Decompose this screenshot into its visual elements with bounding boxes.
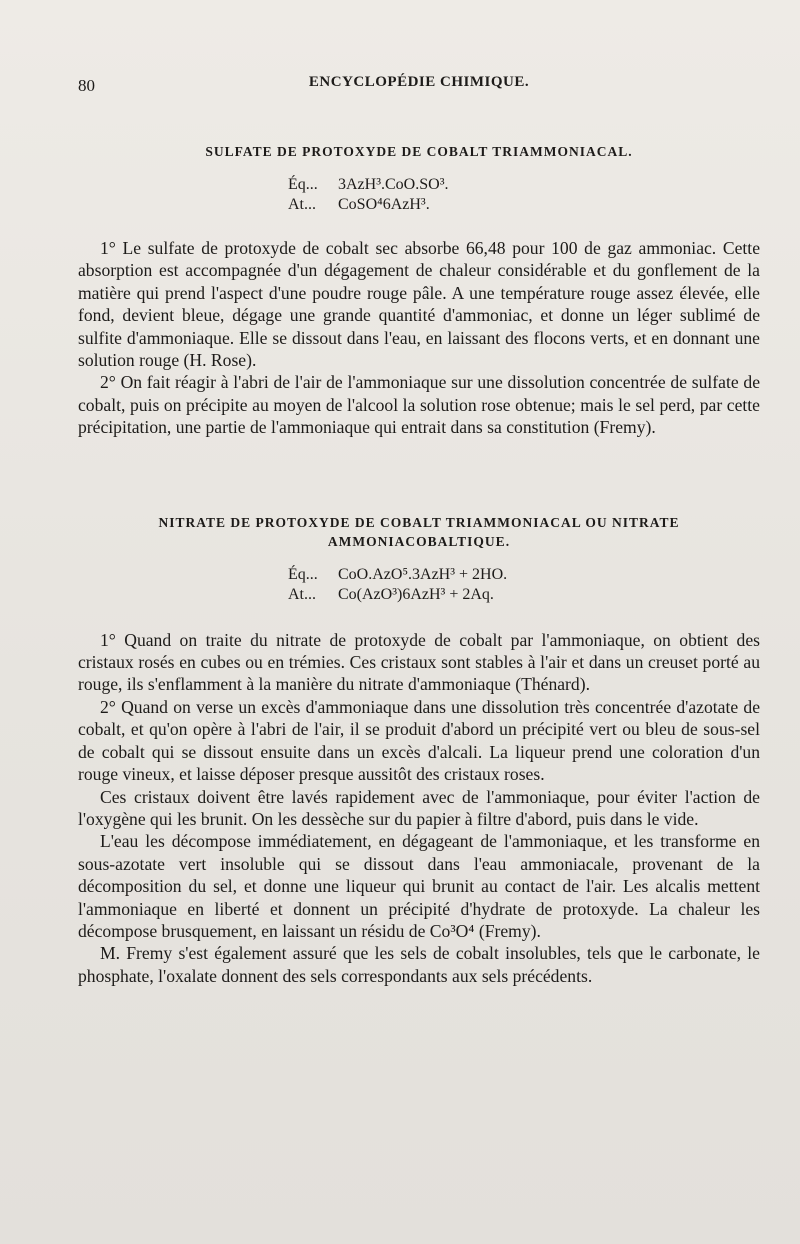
paragraph: 2° On fait réagir à l'abri de l'air de l'ammoniaque sur une dissolution concentrée de sulfate de cobalt, puis on précipite au moyen de l'alcool la solution rose obtenue; mais le sel perd, par cette précipitation, une partie de l'ammoniaque qui entrait dans sa constitution (Fremy). [78,372,760,438]
paragraph: 1° Le sulfate de protoxyde de cobalt sec absorbe 66,48 pour 100 de gaz ammoniac. Cette absorption est accompagnée d'un dégagement de chaleur considérable et du gonflement de la matière qui prend l'aspect d'une poudre rouge pâle. A une température rouge assez élevée, elle fond, devient bleue, dégage une grande quantité d'ammoniac, et donne un léger sublimé de sulfite d'ammoniaque. Elle se dissout dans l'eau, en laissant des flocons verts, et en donnant une solution rouge (H. Rose). [78,238,760,371]
formula-block [78,565,760,605]
page-number: 80 [78,76,95,95]
section-body [78,237,760,439]
section-body [78,629,760,988]
formula-value: Co(AzO³)6AzH³ + 2Aq. [338,585,494,603]
formula-line [288,585,760,605]
section-nitrate [78,513,760,988]
section-sulfate [78,142,760,439]
paragraph: L'eau les décompose immédiatement, en dégageant de l'ammoniaque, et les transforme en sous-azotate vert insoluble qui se dissout dans l'eau ammoniacale, provenant de la décomposition du sel, et donne une liqueur qui brunit au contact de l'air. Les alcalis mettent l'ammoniaque en liberté et donnent un précipité d'hydrate de protoxyde. La chaleur les décompose brusquement, en laissant un résidu de Co³O⁴ (Fremy). [78,831,760,941]
section-title: SULFATE DE PROTOXYDE DE COBALT TRIAMMONIACAL. [205,144,633,159]
paragraph: M. Fremy s'est également assuré que les sels de cobalt insolubles, tels que le carbonate, le phosphate, l'oxalate donnent des sels correspondants aux sels précédents. [78,943,760,986]
formula-value: 3AzH³.CoO.SO³. [338,176,449,193]
formula-label: Éq... [288,565,318,583]
paragraph: Ces cristaux doivent être lavés rapidement avec de l'ammoniaque, pour éviter l'action de l'oxygène qui les brunit. On les dessèche sur du papier à filtre d'abord, puis dans le vide. [78,786,760,829]
section-title-line: NITRATE DE PROTOXYDE DE COBALT TRIAMMONIACAL OU NITRATE [158,514,680,530]
running-head [78,72,760,98]
formula-value: CoSO⁴6AzH³. [338,196,430,213]
formula-line [288,175,760,195]
formula-block [78,175,760,215]
section-title [78,513,760,551]
paragraph: 2° Quand on verse un excès d'ammoniaque dans une dissolution très concentrée d'azotate de cobalt, et qu'on opère à l'abri de l'air, il se produit d'abord un précipité vert ou bleu de sous-sel de cobalt qui se dissout ensuite dans un excès d'alcali. La liqueur prend une coloration d'un rouge vineux, et laisse déposer presque aussitôt des cristaux roses. [78,696,760,785]
running-title: ENCYCLOPÉDIE CHIMIQUE. [308,74,530,90]
formula-label: Éq... [288,176,318,193]
formula-value: CoO.AzO⁵.3AzH³ + 2HO. [338,565,508,583]
section-title-line: AMMONIACOBALTIQUE. [327,533,511,549]
paragraph: 1° Quand on traite du nitrate de protoxyde de cobalt par l'ammoniaque, on obtient des cristaux rosés en cubes ou en trémies. Ces cristaux sont stables à l'air et dans un creuset porté au rouge, ils s'enflamment à la manière du nitrate d'ammoniaque (Thénard). [78,629,760,695]
formula-line [288,195,760,215]
formula-label: At... [288,196,316,213]
formula-line [288,565,760,585]
formula-label: At... [288,585,316,603]
